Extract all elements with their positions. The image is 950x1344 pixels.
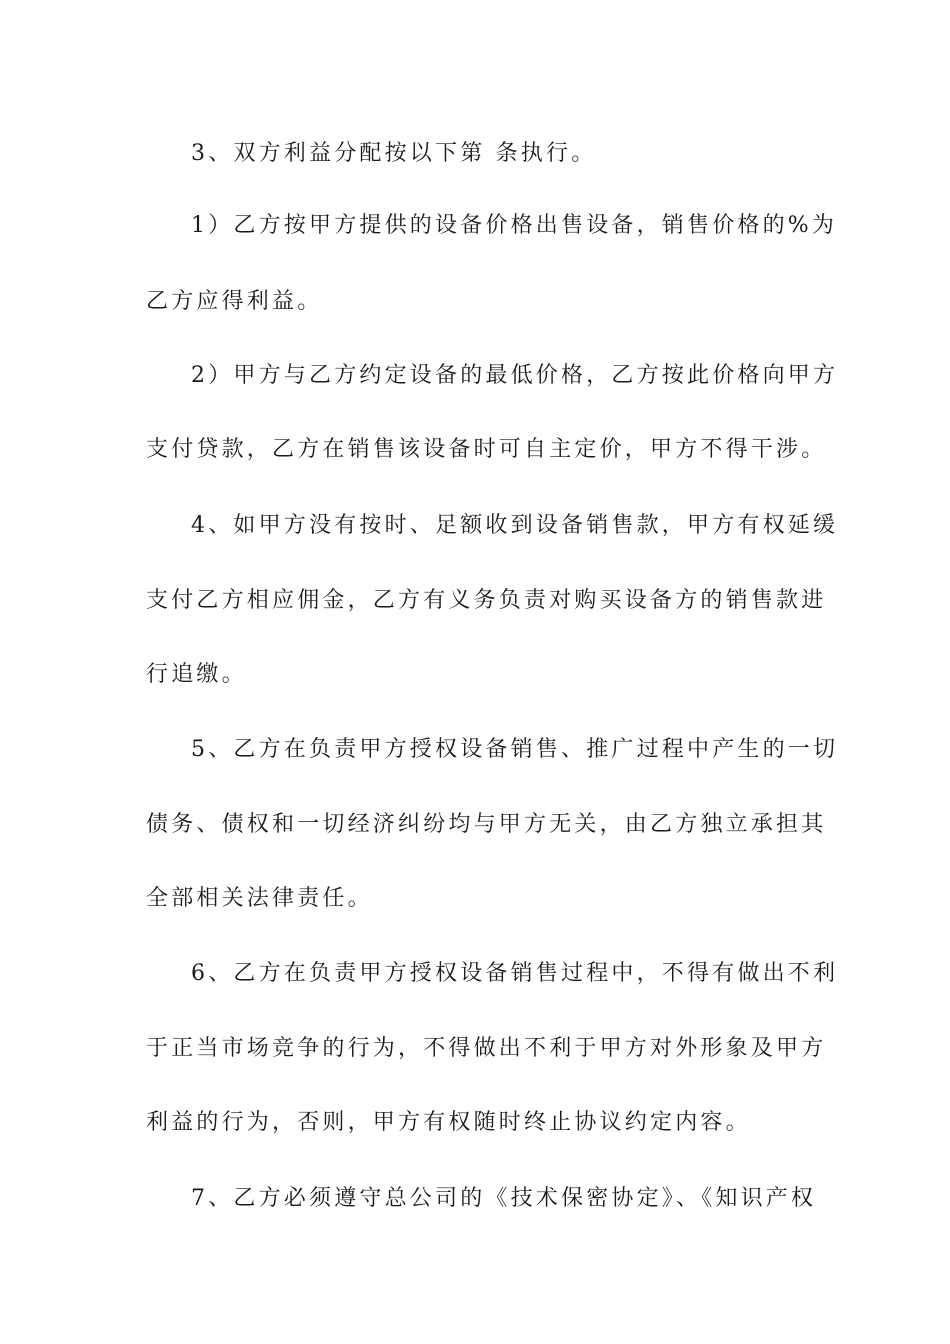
clause-7-line-1: 7、乙方必须遵守总公司的《技术保密协定》、《知识产权 <box>191 1186 817 1211</box>
clause-6-line-2: 于正当市场竞争的行为，不得做出不利于甲方对外形象及甲方 <box>146 1036 827 1061</box>
clause-4-line-1: 4、如甲方没有按时、足额收到设备销售款，甲方有权延缓 <box>191 513 839 538</box>
clause-3-option-1-line-2: 乙方应得利益。 <box>146 289 323 314</box>
clause-3-option-1-line-1: 1）乙方按甲方提供的设备价格出售设备，销售价格的%为 <box>191 213 838 238</box>
clause-6-line-1: 6、乙方在负责甲方授权设备销售过程中，不得有做出不利 <box>191 961 839 986</box>
clause-3-line-1: 3、双方利益分配按以下第 条执行。 <box>191 141 597 166</box>
clause-5-line-2: 债务、债权和一切经济纠纷均与甲方无关，由乙方独立承担其 <box>146 812 827 837</box>
clause-3-option-2-line-2: 支付贷款，乙方在销售该设备时可自主定价，甲方不得干涉。 <box>146 437 827 462</box>
clause-4-line-3: 行追缴。 <box>146 662 247 687</box>
clause-5-line-1: 5、乙方在负责甲方授权设备销售、推广过程中产生的一切 <box>191 737 839 762</box>
clause-5-line-3: 全部相关法律责任。 <box>146 886 373 911</box>
clause-4-line-2: 支付乙方相应佣金，乙方有义务负责对购买设备方的销售款进 <box>146 588 827 613</box>
clause-6-line-3: 利益的行为，否则，甲方有权随时终止协议约定内容。 <box>146 1110 751 1135</box>
clause-3-option-2-line-1: 2）甲方与乙方约定设备的最低价格，乙方按此价格向甲方 <box>191 363 839 388</box>
